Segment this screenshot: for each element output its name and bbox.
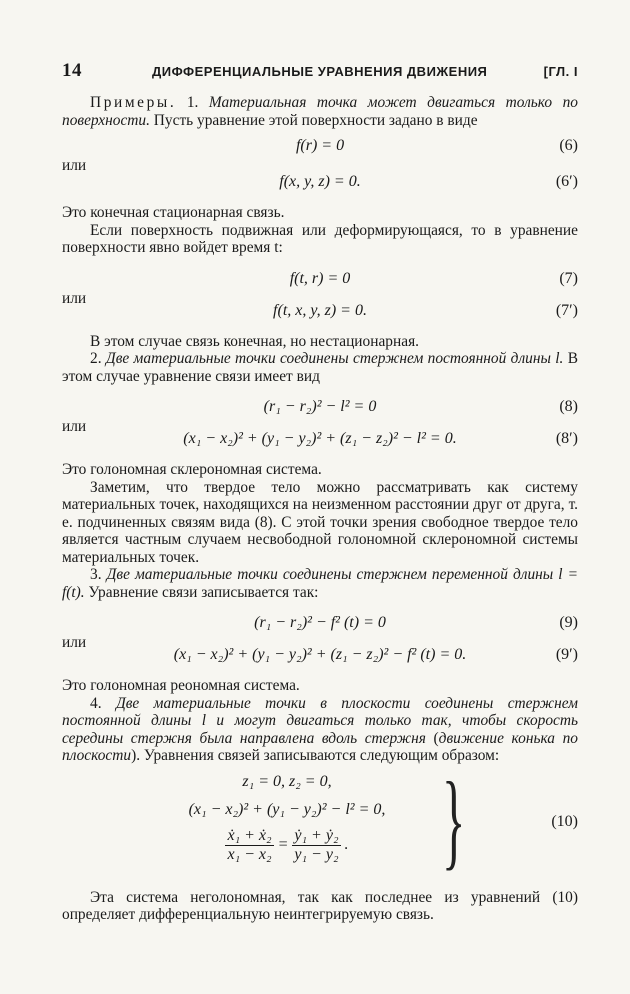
equation-number: (10) bbox=[551, 812, 578, 830]
equation-system-10 bbox=[62, 760, 578, 881]
fraction-x: $\frac{\text{ẋ₁ + ẋ₂}}{\text{x₁ − x₂}}$ bbox=[227, 826, 272, 863]
paragraph-rigid-body: Заметим, что твердое тело можно рассматривать как систему материальных точек, находящихся на неизменном расстоянии друг от друга, т. е. подчиненных связям вида (8). С этой точки зрения свободное твердое тело является частным случаем несвободной голономной склерономной системы материальных точек. bbox=[62, 478, 578, 566]
system-row-2: (x₁ − x₂)² + (y₁ − y₂)² − l² = 0, bbox=[188, 800, 386, 818]
paragraph-example-4: 4. Две материальные точки в плоскости соединены стержнем постоянной длины l и могут двигаться только так, чтобы скорость середины стержня была направлена вдоль стержня (движение конька по плоскости). Уравнения связей записываются следующим образом: bbox=[62, 694, 578, 764]
paragraph-holonomic-scleronomic: Это голономная склерономная система. bbox=[62, 461, 322, 478]
example-2-statement: Две материальные точки соединены стержнем постоянной длины l. bbox=[105, 350, 564, 367]
paragraph-moving-surface: Если поверхность подвижная или деформирующаяся, то в уравнение поверхности явно войдет время t: bbox=[62, 221, 578, 256]
equation-6: f(r) = 0 (6) bbox=[295, 137, 578, 154]
equation-8: (r₁ − r₂)² − l² = 0 (8) bbox=[263, 398, 578, 415]
right-brace: } bbox=[442, 760, 466, 880]
equation-number: (8′) bbox=[555, 430, 578, 447]
equation-7-prime: f(t, x, y, z) = 0. (7′) bbox=[273, 301, 578, 319]
paragraph-example-2: 2. Две материальные точки соединены стержнем постоянной длины l. В этом случае уравнение связи имеет вид bbox=[62, 350, 579, 385]
example-3-statement: Две материальные точки соединены стержнем переменной длины l = f(t). bbox=[62, 566, 579, 601]
equation-6-prime: f(x, y, z) = 0. (6′) bbox=[279, 173, 578, 190]
examples-label: Примеры. bbox=[90, 94, 177, 111]
equation-number: (6) bbox=[559, 137, 578, 154]
skate-motion-label: движение конька по плоскости bbox=[62, 729, 578, 764]
equation-number: (9′) bbox=[555, 646, 578, 663]
equation-9-prime: (x₁ − x₂)² + (y₁ − y₂)² + (z₁ − z₂)² − f² (t) = 0. (9′) bbox=[173, 646, 578, 663]
fraction-y: $\frac{\text{ẏ₁ + ẏ₂}}{\text{y₁ − y₂}}$ bbox=[294, 826, 339, 863]
example-4-statement: Две материальные точки в плоскости соединены стержнем постоянной длины l и могут двигаться только так, чтобы скорость середины стержня была направлена вдоль стержня bbox=[62, 694, 578, 747]
equation-number: (6′) bbox=[555, 173, 578, 190]
paragraph-rheonomic: Это голономная реономная система. bbox=[62, 677, 300, 694]
equation-number: (9) bbox=[559, 614, 578, 631]
paragraph-nonholonomic: Эта система неголономная, так как последнее из уравнений (10) определяет дифференциальную неинтегрируемую связь. bbox=[62, 888, 578, 923]
or-line: или bbox=[62, 634, 87, 651]
paragraph-example-1: Примеры. 1. Материальная точка может двигаться только по поверхности. Пусть уравнение этой поверхности задано в виде bbox=[62, 94, 578, 129]
example-1-statement: Материальная точка может двигаться только по поверхности. bbox=[62, 94, 578, 129]
book-page bbox=[62, 58, 578, 924]
paragraph-example-3: 3. Две материальные точки соединены стержнем переменной длины l = f(t). Уравнение связи записывается так: bbox=[62, 566, 579, 601]
or-line: или bbox=[62, 157, 87, 174]
page-number: 14 bbox=[62, 60, 82, 81]
or-line: или bbox=[62, 418, 87, 435]
paragraph-nonstationary: В этом случае связь конечная, но нестационарная. bbox=[90, 332, 419, 350]
equation-7: f(t, r) = 0 (7) bbox=[289, 269, 578, 287]
system-row-3: $\frac{\text{ẋ₁ + ẋ₂}}{\text{x₁ − x₂}}$ = $\frac{\text{ẏ₁ + ẏ₂}}{\text{y₁ − y₂}}$ . bbox=[227, 826, 349, 863]
equation-9: (r₁ − r₂)² − f² (t) = 0 (9) bbox=[254, 614, 578, 631]
system-row-1: z₁ = 0, z₂ = 0, bbox=[242, 772, 332, 790]
paragraph-stationary: Это конечная стационарная связь. bbox=[62, 204, 285, 221]
running-header bbox=[62, 58, 578, 80]
equation-number: (7′) bbox=[555, 301, 578, 319]
equation-number: (8) bbox=[559, 398, 578, 415]
or-line: или bbox=[62, 289, 87, 307]
chapter-label: [ГЛ. I bbox=[543, 64, 578, 79]
equation-number: (7) bbox=[559, 269, 578, 287]
equation-8-prime: (x₁ − x₂)² + (y₁ − y₂)² + (z₁ − z₂)² − l² = 0. (8′) bbox=[183, 430, 578, 447]
running-title: ДИФФЕРЕНЦИАЛЬНЫЕ УРАВНЕНИЯ ДВИЖЕНИЯ bbox=[152, 64, 488, 79]
